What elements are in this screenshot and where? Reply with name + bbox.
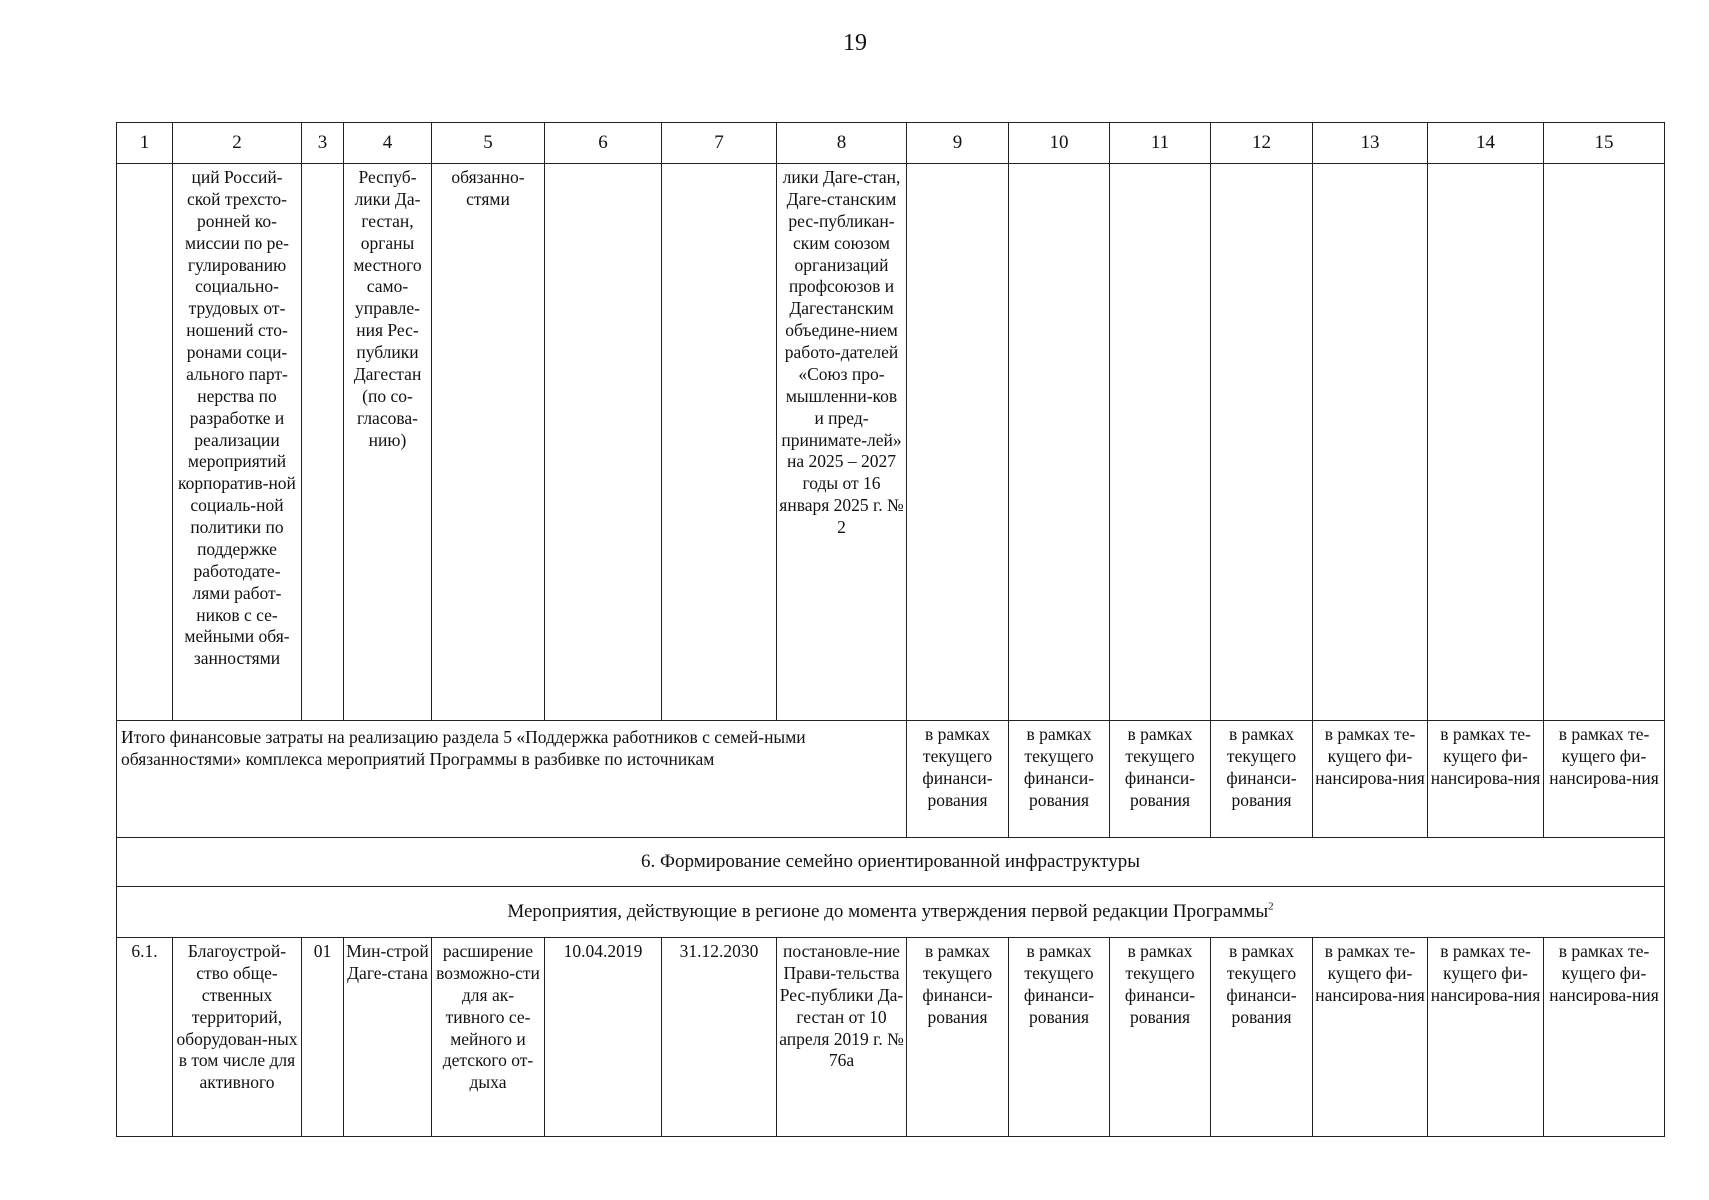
column-number: 8 (777, 123, 907, 164)
funding-cell: в рамках текущего финанси-рования (1211, 721, 1313, 838)
subsection-cell (117, 887, 1665, 938)
funding-cell: в рамках те-кущего фи-нансирова-ния (1428, 938, 1544, 1137)
funding-cell: в рамках текущего финанси-рования (1110, 938, 1211, 1137)
continuation-row (117, 164, 1665, 721)
funding-cell: в рамках те-кущего фи-нансирова-ния (1428, 721, 1544, 838)
funding-cell: в рамках те-кущего фи-нансирова-ния (1544, 938, 1665, 1137)
funding-cell: в рамках текущего финанси-рования (907, 721, 1009, 838)
column-number: 1 (117, 123, 173, 164)
column-number: 13 (1313, 123, 1428, 164)
measure-row-6-1 (117, 938, 1665, 1137)
column-number: 6 (545, 123, 662, 164)
column-number: 3 (302, 123, 344, 164)
section-title: 6. Формирование семейно ориентированной инфраструктуры (117, 838, 1665, 887)
funding-cell: в рамках те-кущего фи-нансирова-ния (1313, 721, 1428, 838)
start-date-cell: 10.04.2019 (545, 938, 662, 1137)
column-number: 11 (1110, 123, 1211, 164)
page-number: 19 (843, 30, 867, 56)
total-label: Итого финансовые затраты на реализацию раздела 5 «Поддержка работников с семей-ными обязанностями» комплекса мероприятий Программы в разбивке по источникам (117, 721, 907, 838)
table-cell (1428, 164, 1544, 721)
executor-cell: Мин-строй Даге-стана (344, 938, 432, 1137)
table-cell (117, 164, 173, 721)
table-cell (1544, 164, 1665, 721)
column-number: 12 (1211, 123, 1313, 164)
funding-cell: в рамках текущего финанси-рования (1009, 721, 1110, 838)
column-number: 2 (173, 123, 302, 164)
table-cell (907, 164, 1009, 721)
funding-cell: в рамках те-кущего фи-нансирова-ния (1544, 721, 1665, 838)
funding-cell: в рамках текущего финанси-рования (1009, 938, 1110, 1137)
footnote-marker: 2 (1268, 900, 1274, 913)
table-cell (1110, 164, 1211, 721)
column-number: 15 (1544, 123, 1665, 164)
result-cell: обязанно-стями (432, 164, 545, 721)
table-cell (1211, 164, 1313, 721)
table-cell (662, 164, 777, 721)
section-5-total-row (117, 721, 1665, 838)
basis-document-cell: постановле-ние Прави-тельства Рес-публики Да-гестан от 10 апреля 2019 г. № 76а (777, 938, 907, 1137)
column-number: 5 (432, 123, 545, 164)
result-cell: расширение возможно-сти для ак-тивного се-мейного и детского от-дыха (432, 938, 545, 1137)
executor-cell: Респуб-лики Да-гестан, органы местного само-управле-ния Рес-публики Дагестан (по со-гласова-нию) (344, 164, 432, 721)
measure-name-cell: ций Россий-ской трехсто-ронней ко-миссии по ре-гулированию социально-трудовых от-ношений сто-ронами соци-ального парт-нерства по разработке и реализации мероприятий корпоратив-ной социаль-ной политики по поддержке работодате-лями работ-ников с се-мейными обя-занностями (173, 164, 302, 721)
table-cell (1313, 164, 1428, 721)
column-number: 4 (344, 123, 432, 164)
funding-cell: в рамках текущего финанси-рования (907, 938, 1009, 1137)
program-measures-table (116, 122, 1665, 1137)
funding-cell: в рамках те-кущего фи-нансирова-ния (1313, 938, 1428, 1137)
column-number: 14 (1428, 123, 1544, 164)
table-cell (545, 164, 662, 721)
column-number: 10 (1009, 123, 1110, 164)
funding-cell: в рамках текущего финанси-рования (1110, 721, 1211, 838)
table-cell (302, 164, 344, 721)
measure-number: 6.1. (117, 938, 173, 1137)
code-cell: 01 (302, 938, 344, 1137)
subsection-heading-row (117, 887, 1665, 938)
basis-document-cell: лики Даге-стан, Даге-станским рес-публикан-ским союзом организаций профсоюзов и Дагестанским объедине-нием работо-дателей «Союз про-мышленни-ков и пред-принимате-лей» на 2025 – 2027 годы от 16 января 2025 г. № 2 (777, 164, 907, 721)
measure-name-cell: Благоустрой-ство обще-ственных территорий, оборудован-ных в том числе для активного (173, 938, 302, 1137)
funding-cell: в рамках текущего финанси-рования (1211, 938, 1313, 1137)
end-date-cell: 31.12.2030 (662, 938, 777, 1137)
subsection-title: Мероприятия, действующие в регионе до момента утверждения первой редакции Программы (507, 901, 1269, 923)
table-cell (1009, 164, 1110, 721)
section-6-heading-row (117, 838, 1665, 887)
column-number: 7 (662, 123, 777, 164)
column-number-row (117, 123, 1665, 164)
column-number: 9 (907, 123, 1009, 164)
